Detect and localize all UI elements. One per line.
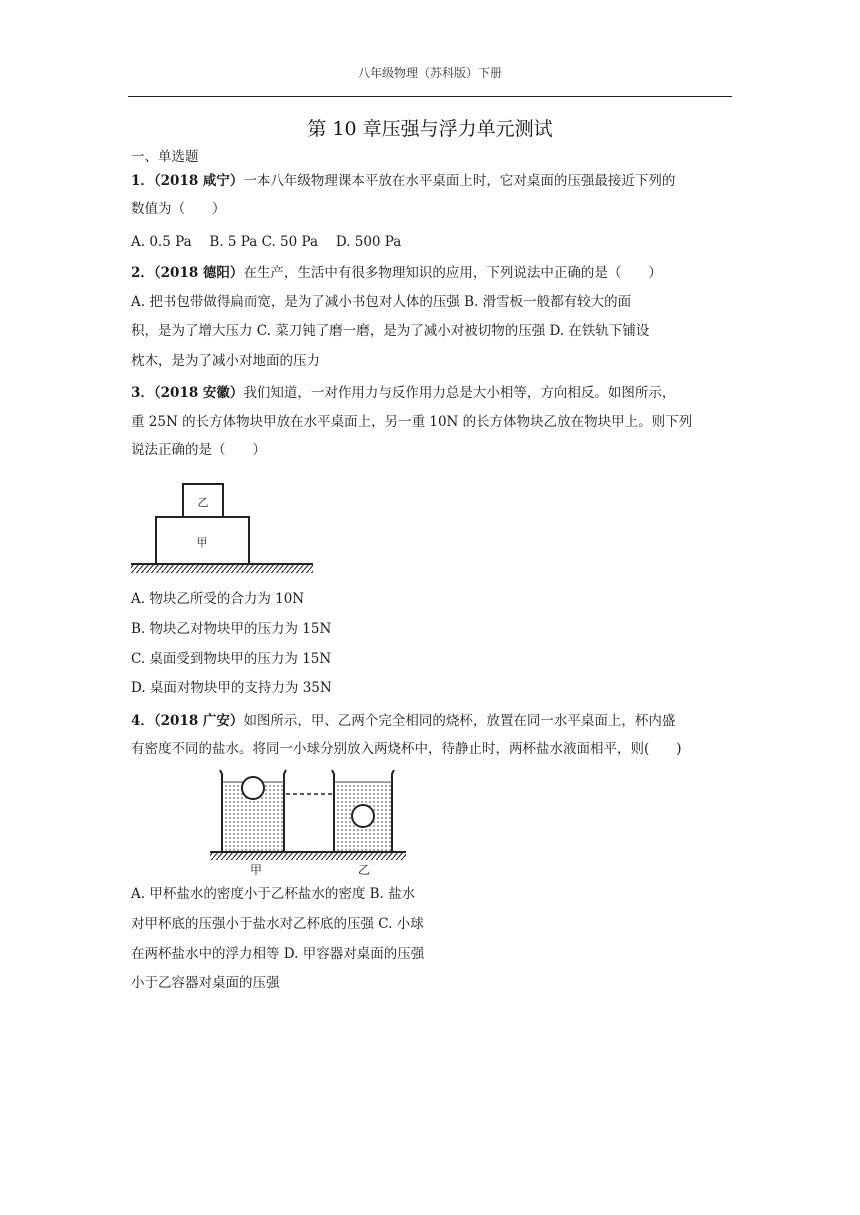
question-source: ．（2018 德阳）	[140, 265, 244, 281]
question-1-line-1	[131, 172, 675, 190]
question-number: 4	[131, 713, 141, 729]
question-2-line-1	[131, 264, 662, 282]
ball-in-yi	[352, 805, 374, 827]
question-3-line-2: 重 25N 的长方体物块甲放在水平桌面上，另一重 10N 的长方体物块乙放在物块甲上。则下列	[131, 414, 693, 430]
question-3-option-d: D. 桌面对物块甲的支持力为 35N	[131, 680, 332, 696]
beaker-yi-label: 乙	[357, 863, 371, 877]
question-4-options-line-2: 对甲杯底的压强小于盐水对乙杯底的压强 C. 小球	[131, 916, 424, 932]
question-text: 如图所示，甲、乙两个完全相同的烧杯，放置在同一水平桌面上，杯内盛	[243, 713, 676, 729]
question-1-options: A. 0.5 Pa B. 5 Pa C. 50 Pa D. 500 Pa	[131, 234, 402, 250]
question-3-option-a: A. 物块乙所受的合力为 10N	[131, 591, 305, 607]
question-source: ．（2018 安徽）	[140, 385, 244, 401]
question-number: 3	[131, 385, 141, 401]
question-1-line-2: 数值为（ ）	[131, 201, 226, 217]
question-number: 1	[131, 173, 141, 189]
table-hatching	[131, 565, 313, 573]
header-rule	[128, 96, 732, 97]
block-jia-label: 甲	[196, 536, 208, 549]
page-title: 第 10 章压强与浮力单元测试	[307, 118, 553, 140]
question-4-options-line-4: 小于乙容器对桌面的压强	[131, 975, 280, 991]
section-label: 一、单选题	[131, 149, 199, 165]
beakers-figure	[208, 768, 408, 880]
question-3-line-3: 说法正确的是（ ）	[131, 442, 266, 458]
question-4-options-line-3: 在两杯盐水中的浮力相等 D. 甲容器对桌面的压强	[131, 946, 425, 962]
question-2-line-4: 枕木，是为了减小对地面的压力	[131, 353, 320, 369]
question-2-line-2: A. 把书包带做得扁而宽，是为了减小书包对人体的压强 B. 滑雪板一般都有较大的面	[131, 294, 632, 310]
question-3-line-1	[131, 384, 675, 402]
table-hatching	[210, 853, 406, 860]
blocks-figure	[129, 480, 315, 578]
ball-in-jia	[242, 777, 264, 799]
question-3-option-b: B. 物块乙对物块甲的压力为 15N	[131, 621, 332, 637]
question-4-line-2: 有密度不同的盐水。将同一小球分别放入两烧杯中，待静止时，两杯盐水液面相平，则( )	[131, 741, 682, 757]
question-text: 在生产，生活中有很多物理知识的应用，下列说法中正确的是（ ）	[243, 265, 662, 281]
question-source: ．（2018 咸宁）	[140, 173, 244, 189]
question-text: 我们知道，一对作用力与反作用力总是大小相等，方向相反。如图所示，	[243, 385, 676, 401]
question-3-option-c: C. 桌面受到物块甲的压力为 15N	[131, 651, 332, 667]
block-yi-label: 乙	[197, 496, 209, 509]
question-2-line-3: 积，是为了增大压力 C. 菜刀钝了磨一磨，是为了减小对被切物的压强 D. 在铁轨下铺设	[131, 323, 650, 339]
question-source: ．（2018 广安）	[140, 713, 244, 729]
question-text: 一本八年级物理课本平放在水平桌面上时，它对桌面的压强最接近下列的	[243, 173, 676, 189]
question-4-line-1	[131, 712, 675, 730]
running-header: 八年级物理（苏科版）下册	[357, 66, 502, 80]
question-4-options-line-1: A. 甲杯盐水的密度小于乙杯盐水的密度 B. 盐水	[131, 886, 416, 902]
beaker-jia-label: 甲	[249, 863, 263, 877]
question-number: 2	[131, 265, 141, 281]
